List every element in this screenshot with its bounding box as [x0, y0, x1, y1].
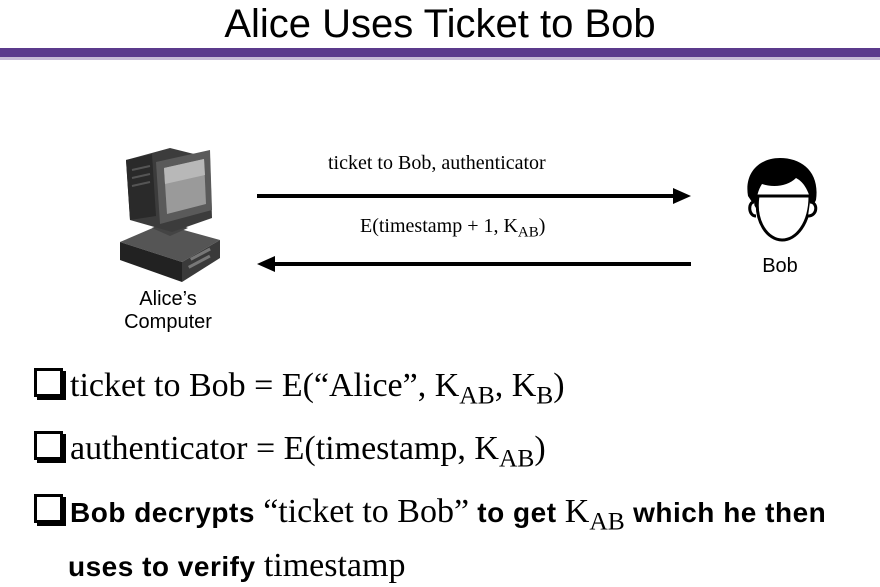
- checkbox-icon: [34, 431, 63, 460]
- bullet-bob-decrypts: [34, 492, 826, 542]
- subscript-b: B: [536, 380, 554, 410]
- bullet-decrypt-text3: which he then: [624, 497, 827, 528]
- computer-icon: [112, 140, 227, 285]
- bullet-bob-decrypts-continued: [68, 546, 405, 587]
- subscript-ab: AB: [589, 506, 625, 536]
- bullet-ticket-text: ticket to Bob = E(“Alice”, K: [70, 367, 460, 404]
- bullet-ticket: [34, 366, 565, 416]
- bottom-message: [360, 215, 545, 242]
- bullet-ticket-text3: ): [553, 367, 565, 404]
- bullet-verify-text: uses to verify: [68, 551, 264, 582]
- bullet-decrypt-text2: to get: [469, 497, 565, 528]
- bullet-auth-text: authenticator = E(timestamp, K: [70, 430, 499, 467]
- bullet-decrypt-text: Bob decrypts: [70, 497, 264, 528]
- arrow-to-alice: [255, 254, 695, 274]
- bottom-message-text: E(timestamp + 1, K: [360, 215, 518, 237]
- checkbox-icon: [34, 494, 63, 523]
- slide-title: Alice Uses Ticket to Bob: [224, 2, 656, 46]
- bullet-decrypt-key: K: [564, 493, 590, 530]
- checkbox-icon: [34, 368, 63, 397]
- bullet-authenticator: [34, 429, 546, 479]
- person-icon: [738, 152, 824, 248]
- title-divider-shadow: [0, 57, 880, 60]
- subscript-ab: AB: [498, 443, 535, 473]
- bullet-auth-text2: ): [534, 430, 546, 467]
- title-divider: [0, 48, 880, 57]
- alice-caption-line1: Alice’s: [139, 288, 197, 310]
- bullet-verify-timestamp: timestamp: [263, 547, 406, 584]
- bullet-ticket-text2: , K: [494, 367, 537, 404]
- bullet-decrypt-quote: “ticket to Bob”: [263, 493, 470, 530]
- alice-caption-line2: Computer: [124, 311, 212, 333]
- bob-caption: Bob: [762, 255, 798, 277]
- alice-caption: [108, 288, 228, 334]
- bottom-message-close: ): [538, 215, 546, 237]
- bottom-message-sub: AB: [517, 224, 539, 241]
- top-message: ticket to Bob, authenticator: [328, 152, 546, 174]
- subscript-ab: AB: [459, 380, 495, 410]
- arrow-to-bob: [255, 186, 695, 206]
